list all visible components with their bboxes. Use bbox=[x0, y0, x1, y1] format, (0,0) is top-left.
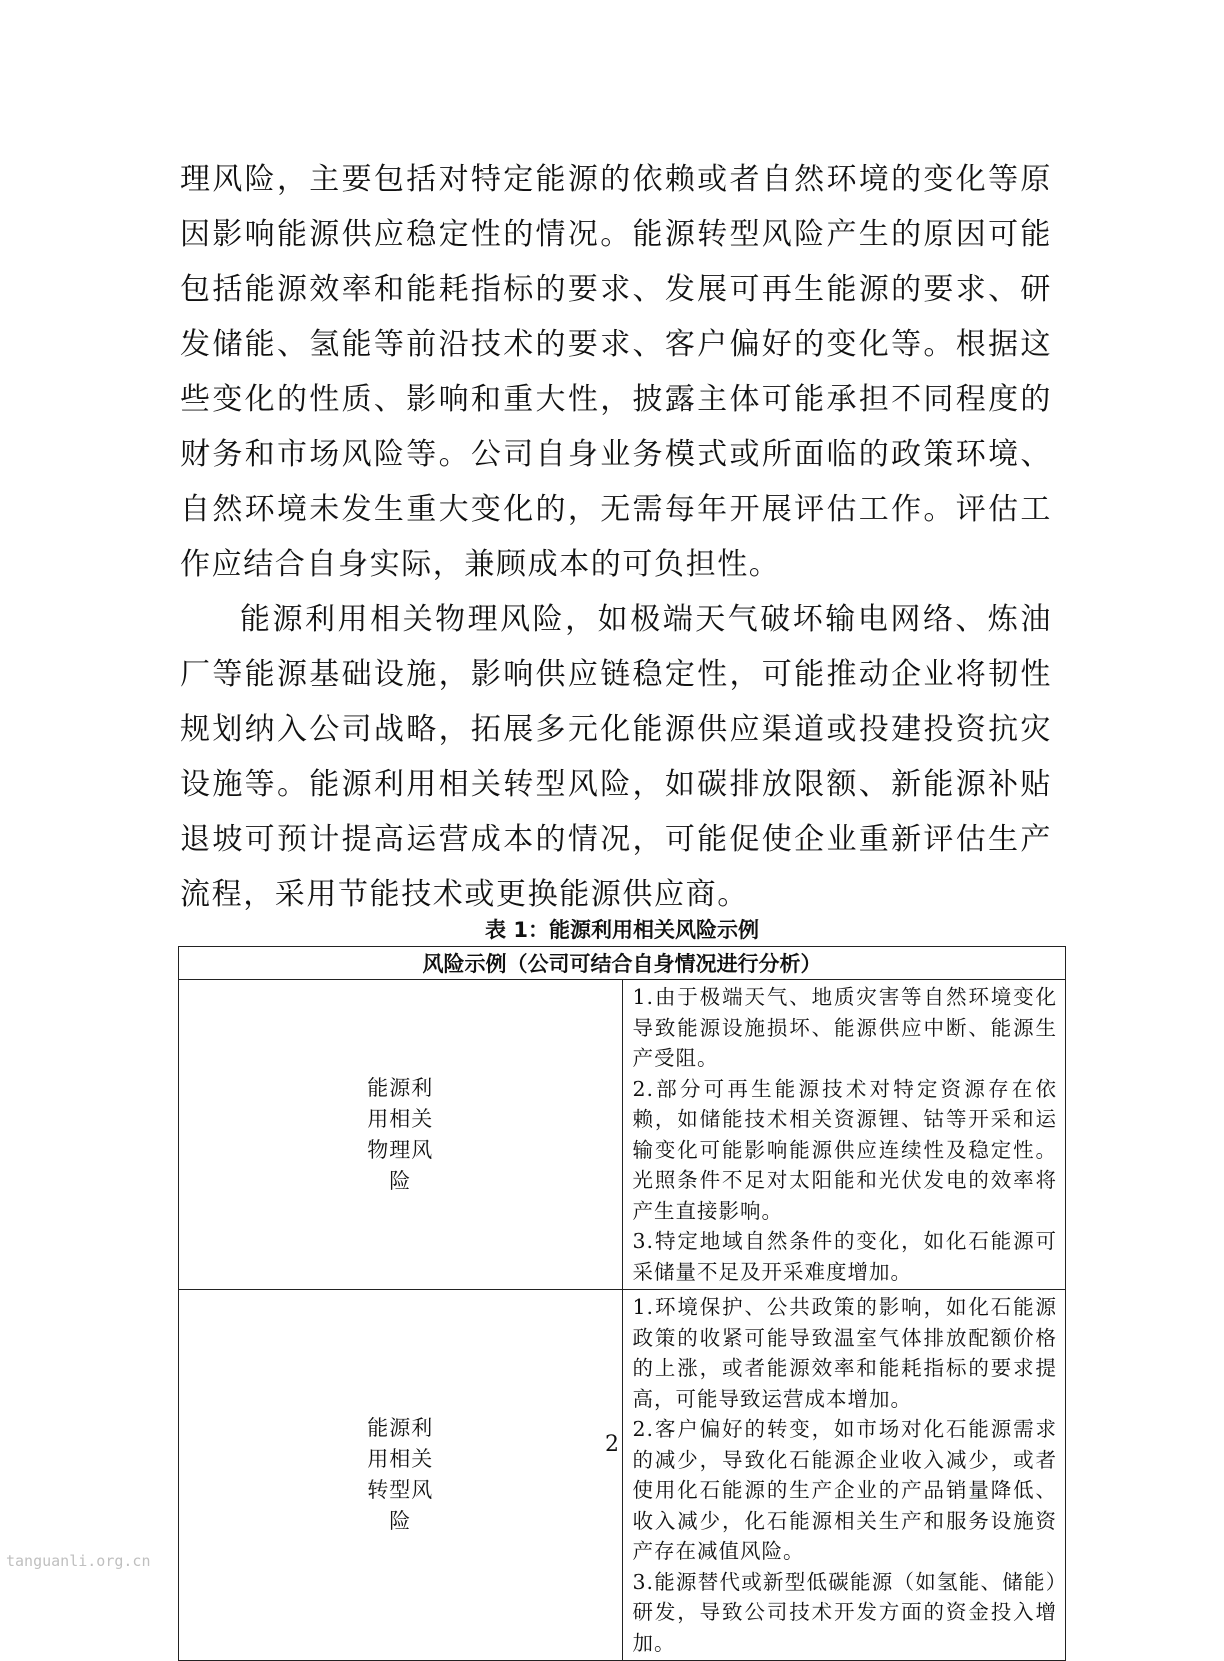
risk-item: 2.部分可再生能源技术对特定资源存在依赖，如储能技术相关资源锂、钴等开采和运输变化可能影响能源供应连续性及稳定性。光照条件不足对太阳能和光伏发电的效率将产生直接影响。 bbox=[632, 1076, 1057, 1223]
table-row bbox=[179, 980, 1066, 1290]
risk-category: 能源利用相关物理风险 bbox=[367, 1075, 434, 1193]
body-paragraph: 理风险，主要包括对特定能源的依赖或者自然环境的变化等原因影响能源供应稳定性的情况。能源转型风险产生的原因可能包括能源效率和能耗指标的要求、发展可再生能源的要求、研发储能、氢能等前沿技术的要求、客户偏好的变化等。根据这些变化的性质、影响和重大性，披露主体可能承担不同程度的财务和市场风险等。公司自身业务模式或所面临的政策环境、自然环境未发生重大变化的，无需每年开展评估工作。评估工作应结合自身实际，兼顾成本的可负担性。 bbox=[180, 162, 1052, 582]
site-watermark: tanguanli.org.cn bbox=[6, 1552, 151, 1570]
risk-table bbox=[178, 946, 1066, 1661]
table-header: 风险示例（公司可结合自身情况进行分析） bbox=[179, 947, 1066, 980]
risk-item: 3.能源替代或新型低碳能源（如氢能、储能）研发，导致公司技术开发方面的资金投入增加。 bbox=[632, 1569, 1057, 1655]
risk-category-cell bbox=[179, 1290, 623, 1661]
body-paragraph: 能源利用相关物理风险，如极端天气破坏输电网络、炼油厂等能源基础设施，影响供应链稳定性，可能推动企业将韧性规划纳入公司战略，拓展多元化能源供应渠道或投建投资抗灾设施等。能源利用相关转型风险，如碳排放限额、新能源补贴退坡可预计提高运营成本的情况，可能促使企业重新评估生产流程，采用节能技术或更换能源供应商。 bbox=[180, 602, 1052, 912]
risk-item: 1.由于极端天气、地质灾害等自然环境变化导致能源设施损坏、能源供应中断、能源生产受阻。 bbox=[632, 985, 1057, 1070]
body-text bbox=[180, 152, 1052, 922]
risk-description-cell bbox=[622, 1290, 1066, 1661]
risk-item: 2.客户偏好的转变，如市场对化石能源需求的减少，导致化石能源企业收入减少，或者使用化石能源的生产企业的产品销量降低、收入减少，化石能源相关生产和服务设施资产存在减值风险。 bbox=[632, 1417, 1057, 1563]
risk-item: 1.环境保护、公共政策的影响，如化石能源政策的收紧可能导致温室气体排放配额价格的上涨，或者能源效率和能耗指标的要求提高，可能导致运营成本增加。 bbox=[632, 1295, 1057, 1411]
risk-description-cell bbox=[622, 980, 1066, 1290]
risk-category: 能源利用相关转型风险 bbox=[367, 1416, 434, 1533]
table-header-row bbox=[179, 947, 1066, 980]
table-row bbox=[179, 1290, 1066, 1661]
table-caption: 表 1：能源利用相关风险示例 bbox=[485, 918, 759, 942]
risk-item: 3.特定地域自然条件的变化，如化石能源可采储量不足及开采难度增加。 bbox=[632, 1229, 1057, 1284]
page-number: 2 bbox=[605, 1432, 619, 1457]
risk-category-cell bbox=[179, 980, 623, 1290]
